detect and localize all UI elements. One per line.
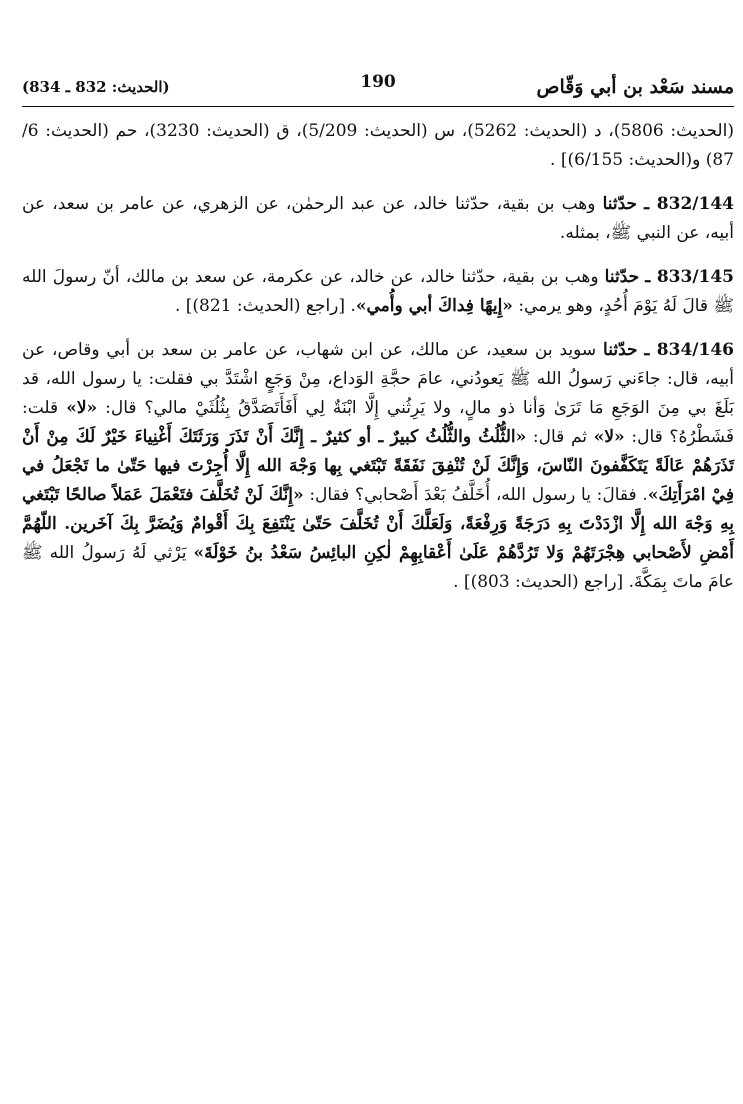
- reference-text: (الحديث: 5806)، د (الحديث: 5262)، س (الحديث: 5/209)، ق (الحديث: 3230)، حم (الحديث: 6/ 87) و(الحديث: 6/155)] .: [22, 121, 734, 170]
- hadith-range: (الحديث: 832 ـ 834): [22, 78, 170, 96]
- reference-text: . [راجع (الحديث: 821)] .: [174, 296, 356, 316]
- page-body: [22, 107, 734, 597]
- haddathana-label: حدّثنا: [602, 194, 638, 214]
- reference-continuation: [22, 117, 734, 175]
- haddathana-label: حدّثنا: [604, 267, 640, 287]
- hadith-833: [22, 263, 734, 321]
- hadith-text: يَرْثي لَهُ رَسولُ الله ﷺ عامَ ماتَ بِمَكَّةَ. [راجع (الحديث: 803)] .: [22, 543, 734, 592]
- hadith-832: [22, 190, 734, 248]
- hadith-834: [22, 336, 734, 597]
- prophet-quote: «إِيهًا فِداكَ أبي وأُمي»: [355, 296, 513, 316]
- hadith-number: 833/145 ـ: [645, 267, 735, 287]
- running-title: مسند سَعْد بن أبي وَقّاص: [536, 76, 734, 98]
- hadith-text: قلت: فَشَطْرُهُ؟ قال:: [22, 398, 734, 447]
- hadith-text: ثم قال:: [532, 427, 588, 447]
- hadith-number: 832/144 ـ: [644, 194, 734, 214]
- hadith-text: . فقالَ: يا رسول الله، أُخَلَّفُ بَعْدَ أَصْحابي؟ فقال:: [309, 485, 648, 505]
- hadith-text: سويد بن سعيد، عن مالك، عن ابن شهاب، عن عامر بن سعد بن أبي وقاص، عن أبيه، قال: جاءَني رَسولُ الله ﷺ يَعودُني، عامَ حجَّةِ الوَداع، مِنْ وَجَعٍ اشْتَدَّ بي فقلت: يا رسول الله، قد بَلَغَ بي مِنَ الوَجَعِ مَا تَرَىٰ وَأنا ذو مالٍ، ولا يَرِثُني إِلَّا ابْنَةٌ لِي أَفَأَتَصَدَّقُ بِثُلُثَيْ مالي؟ قال:: [22, 340, 735, 418]
- haddathana-label: حدّثنا: [603, 340, 638, 360]
- hadith-text: وهب بن بقية، حدّثنا خالد، عن خالد، عن عكرمة، عن سعد بن مالك، أنّ رسولَ الله ﷺ قالَ لَهُ يَوْمَ أُحُدٍ، وهو يرمي:: [22, 267, 734, 316]
- prophet-quote: «الثُّلُثُ والثُّلُثُ كبيرٌ ـ أو كثيرٌ ـ إِنَّكَ أَنْ تَذَرَ وَرَثَتَكَ أَغْنِياءَ خَيْرٌ لَكَ مِنْ أَنْ تَذَرَهُمْ عَالَةً يَتَكَفَّفونَ النّاسَ، وَإِنَّكَ لَنْ تُنْفِقَ نَفَقَةً تَبْتَغي بِها وَجْهَ الله إِلَّا أُجِرْتَ فيها حَتّىٰ ما تَجْعَلُ في فِيْ امْرَأَتِكَ»: [22, 427, 734, 505]
- page-number: 190: [360, 72, 396, 92]
- prophet-quote: «لا»: [66, 398, 98, 418]
- hadith-number: 834/146 ـ: [644, 340, 734, 360]
- page-header: [22, 68, 734, 104]
- hadith-text: وهب بن بقية، حدّثنا خالد، عن عبد الرحمٰن، عن الزهري، عن عامر بن سعد، عن أبيه، عن النبي ﷺ، بمثله.: [22, 194, 734, 243]
- prophet-quote: «لا»: [593, 427, 625, 447]
- prophet-quote: «إِنَّكَ لَنْ تُخَلَّفَ فتَعْمَلَ عَمَلاً صالحًا تَبْتَغي بِهِ وَجْهَ الله إِلَّا ازْدَدْتَ بِهِ دَرَجَةً وَرِفْعَةً، وَلَعَلَّكَ أَنْ تُخَلَّفَ حَتّىٰ يَنْتَفِعَ بِكَ أَقْوامٌ وَيُضَرَّ بِكَ آخَرين. اللّهُمَّ أَمْضِ لأَصْحابي هِجْرَتَهُمْ وَلا تَرُدَّهُمْ عَلَىٰ أَعْقابِهِمْ لٰكِنِ البائِسُ سَعْدُ بنُ خَوْلَةَ»: [22, 485, 734, 563]
- document-page: [22, 68, 734, 1078]
